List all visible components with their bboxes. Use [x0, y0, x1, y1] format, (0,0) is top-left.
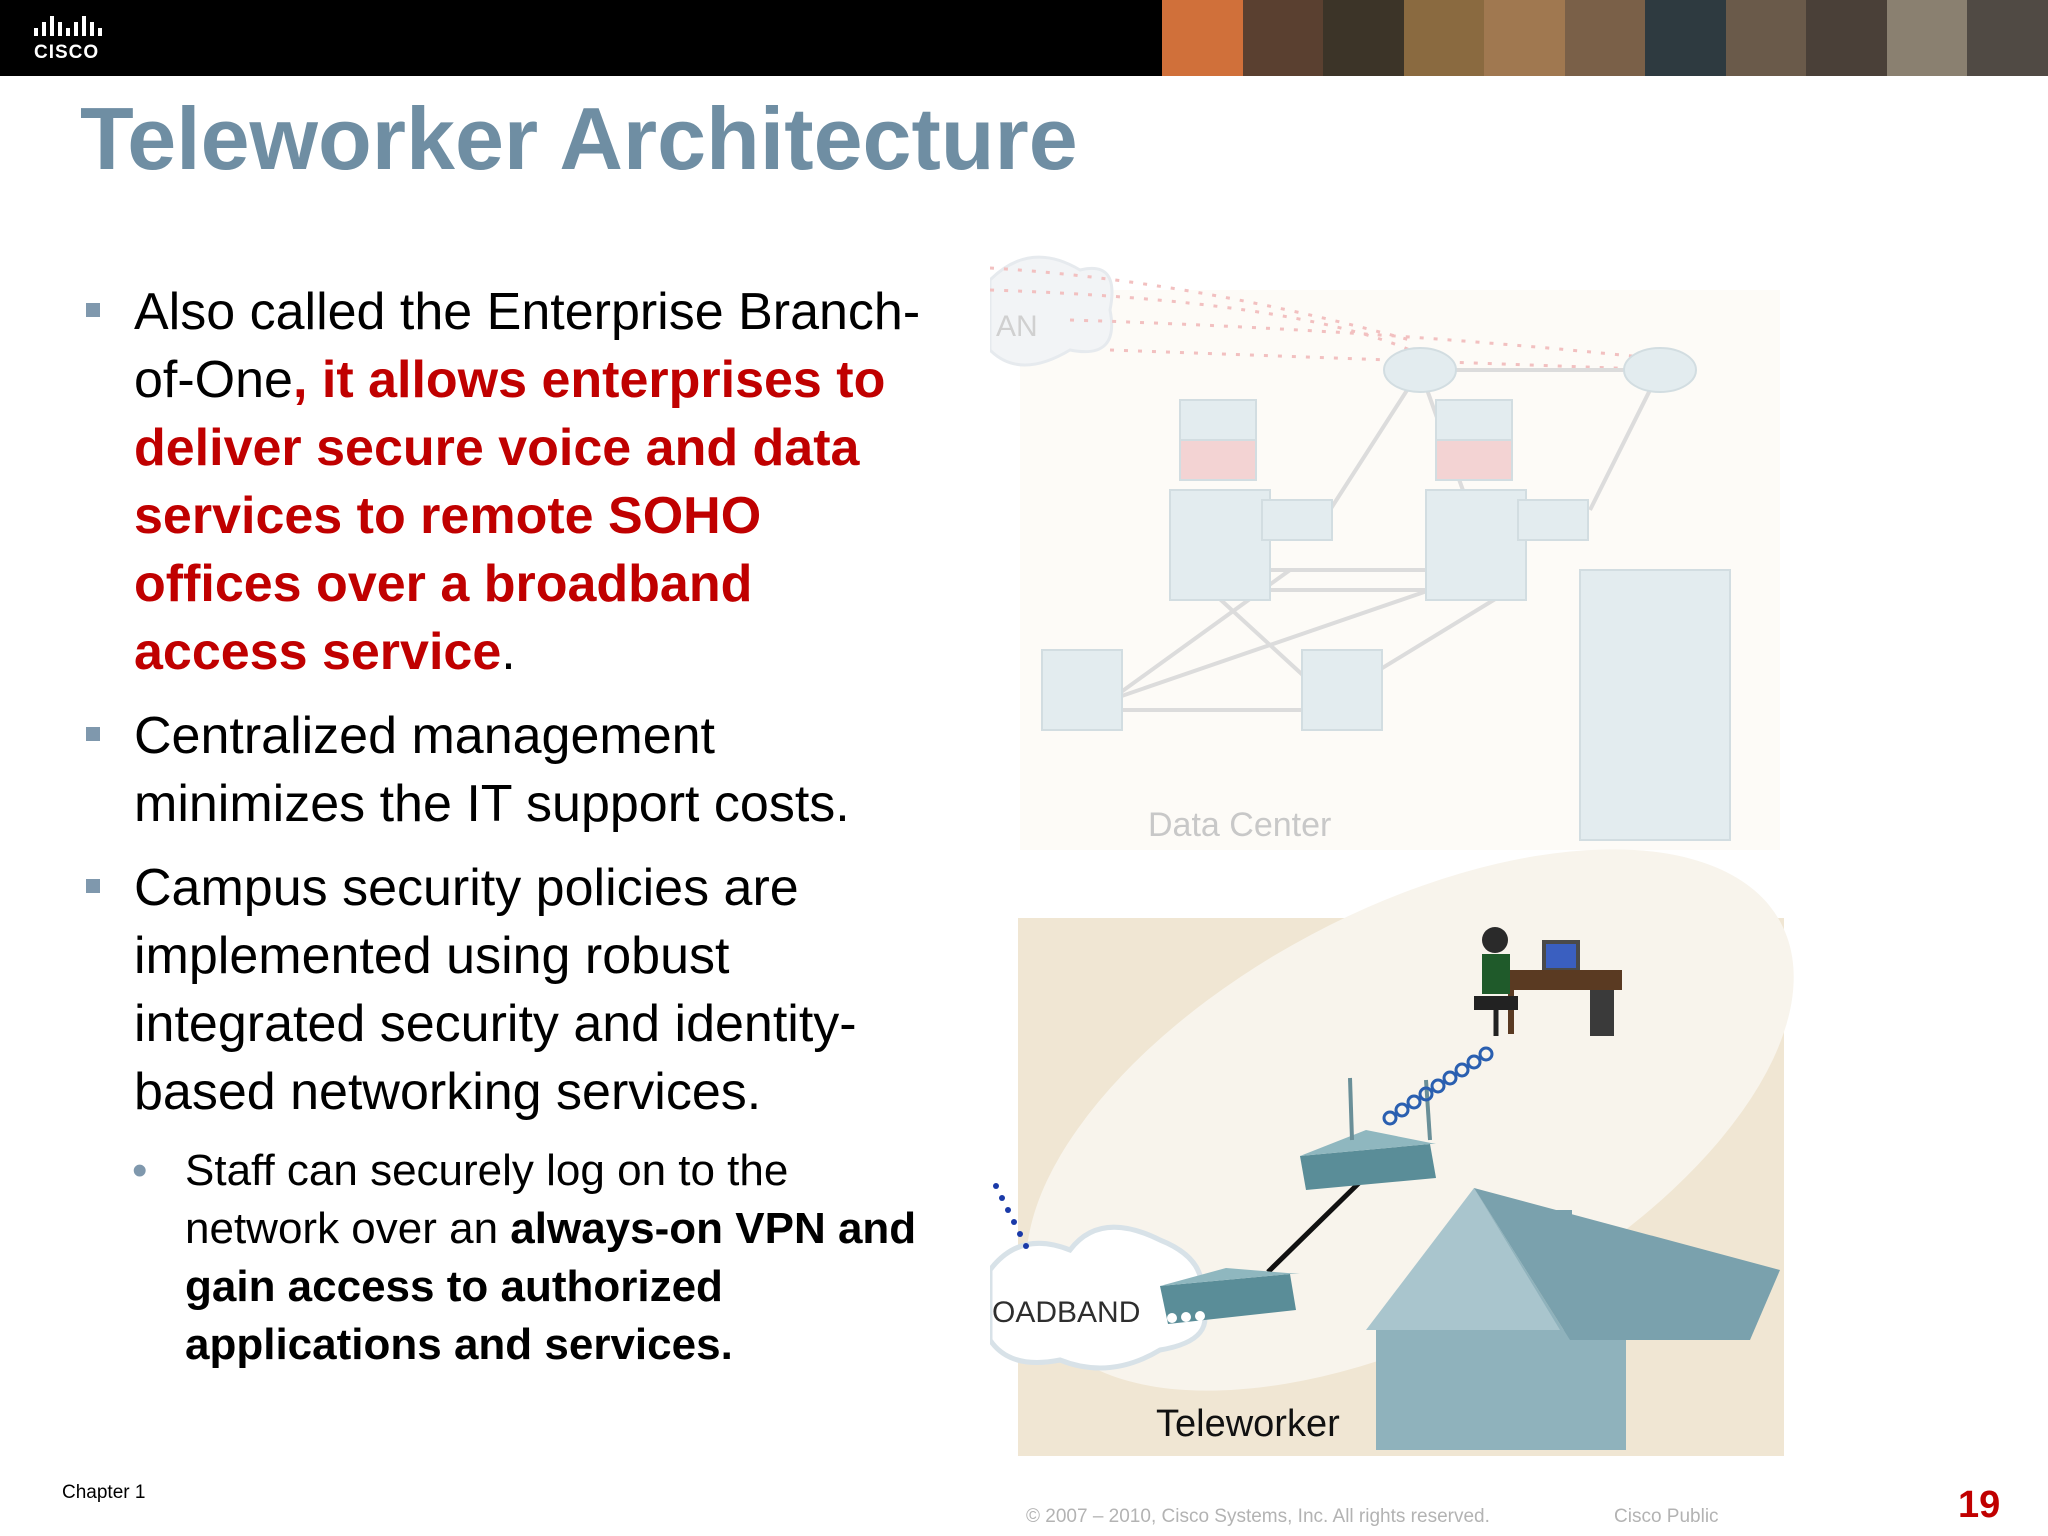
header-photo — [1967, 0, 2048, 76]
access-switch-icon — [1042, 650, 1122, 730]
sub-bullet-vpn — [80, 1142, 940, 1374]
bullet-centralized-management — [80, 702, 940, 838]
classification-label: Cisco Public — [1614, 1506, 1719, 1527]
header-photo — [1323, 0, 1404, 76]
bullet-emphasis: , it allows enterprises to deliver secure voice and data services to remote SOHO offices over a broadband access service — [134, 351, 886, 681]
teleworker-network-diagram — [990, 240, 1810, 1460]
cisco-bars-icon — [32, 16, 112, 40]
header-photo — [1565, 0, 1646, 76]
header-bar — [0, 0, 2048, 76]
round-bullet-icon: • — [132, 1146, 148, 1195]
header-photo — [1726, 0, 1807, 76]
cisco-logo — [30, 14, 120, 64]
slide-body — [80, 278, 940, 1374]
page-number: 19 — [1958, 1484, 2001, 1526]
switch-module-icon — [1262, 500, 1332, 540]
cisco-logo-text: CISCO — [34, 42, 100, 63]
chapter-label: Chapter 1 — [62, 1482, 146, 1503]
firewall-icon — [1436, 440, 1512, 480]
data-center-label: Data Center — [1148, 806, 1332, 844]
header-photo — [1645, 0, 1726, 76]
header-photo — [1243, 0, 1324, 76]
firewall-router-icon — [1436, 400, 1512, 440]
firewall-icon — [1180, 440, 1256, 480]
header-photo — [1162, 0, 1243, 76]
switch-module-icon — [1518, 500, 1588, 540]
switch-icon — [1426, 490, 1526, 600]
bullet-branch-of-one — [80, 278, 940, 686]
teleworker-label: Teleworker — [1156, 1403, 1340, 1445]
slide-title: Teleworker Architecture — [80, 89, 1078, 188]
router-icon — [1624, 348, 1696, 392]
broadband-label: OADBAND — [992, 1296, 1141, 1329]
sub-bullet-emphasis: always-on VPN and gain access to authorized applications and services. — [185, 1204, 917, 1369]
header-photo — [1806, 0, 1887, 76]
sub-bullet-text: Staff can securely log on to the network over an — [185, 1146, 789, 1253]
bullet-text: Also called the Enterprise Branch-of-One — [134, 283, 921, 409]
header-photo — [1887, 0, 1968, 76]
wan-label: AN — [996, 310, 1038, 343]
bullet-text-end: . — [501, 623, 516, 681]
header-photo — [1484, 0, 1565, 76]
square-bullet-icon — [86, 879, 100, 893]
bullet-text: Campus security policies are implemented using robust integrated security and identity-based networking services. — [134, 859, 857, 1121]
header-photo — [1404, 0, 1485, 76]
bullet-campus-security — [80, 854, 940, 1126]
router-icon — [1384, 348, 1456, 392]
header-photo-strip — [1162, 0, 2048, 76]
switch-icon — [1170, 490, 1270, 600]
building-icon — [1580, 570, 1730, 840]
square-bullet-icon — [86, 727, 100, 741]
firewall-router-icon — [1180, 400, 1256, 440]
access-switch-icon — [1302, 650, 1382, 730]
bullet-text: Centralized management minimizes the IT support costs. — [134, 707, 850, 833]
square-bullet-icon — [86, 303, 100, 317]
copyright-text: © 2007 – 2010, Cisco Systems, Inc. All rights reserved. — [1026, 1506, 1490, 1527]
